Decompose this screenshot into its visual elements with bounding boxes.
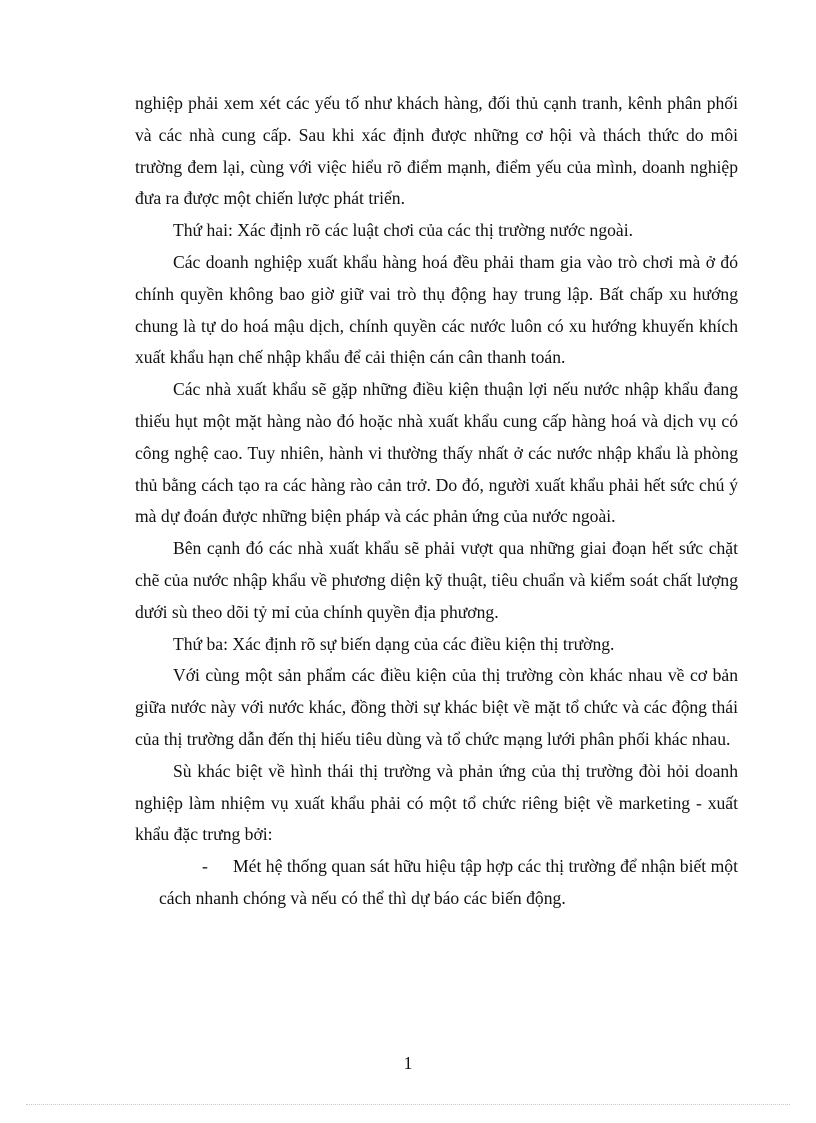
paragraph-heading-third: Thứ ba: Xác định rõ sự biến dạng của các điều kiện thị trường. [173,633,615,654]
paragraph-government-role: Các doanh nghiệp xuất khẩu hàng hoá đều phải tham gia vào trò chơi mà ở đó chính quyền không bao giờ giữ vai trò thụ động hay trung lập. Bất chấp xu hướng chung là tự do hoá mậu dịch, chính quyền các nước luôn có xu hướng khuyến khích xuất khẩu hạn chế nhập khẩu để cải thiện cán cân thanh toán. [135,251,738,368]
paragraph-exporter-conditions: Các nhà xuất khẩu sẽ gặp những điều kiện thuận lợi nếu nước nhập khẩu đang thiếu hụt một mặt hàng nào đó hoặc nhà xuất khẩu cung cấp hàng hoá và dịch vụ có công nghệ cao. Tuy nhiên, hành vi thường thấy nhất ở các nước nhập khẩu là phòng thủ bằng cách tạo ra các hàng rào cản trở. Do đó, người xuất khẩu phải hết sức chú ý mà dự đoán được những biện pháp và các phản ứng của nước ngoài. [135,379,738,527]
bullet-item [135,851,738,915]
page-body [135,88,738,915]
paragraph-market-differences: Với cùng một sản phẩm các điều kiện của thị trường còn khác nhau về cơ bản giữa nước này với nước khác, đồng thời sự khác biệt về mặt tổ chức và các động thái của thị trường dẫn đến thị hiếu tiêu dùng và tổ chức mạng lưới phân phối khác nhau. [135,665,738,749]
page-bottom-divider [26,1104,790,1105]
bullet-text: Mét hệ thống quan sát hữu hiệu tập hợp các thị trường để nhận biết một cách nhanh chóng và nếu có thể thì dự báo các biến động. [159,856,738,908]
paragraph-continuation: nghiệp phải xem xét các yếu tố như khách hàng, đối thủ cạnh tranh, kênh phân phối và các nhà cung cấp. Sau khi xác định được những cơ hội và thách thức do môi trường đem lại, cùng với việc hiểu rõ điểm mạnh, điểm yếu của mình, doanh nghiệp đưa ra được một chiến lược phát triển. [135,93,738,209]
paragraph-marketing-organization: Sù khác biệt về hình thái thị trường và phản ứng của thị trường đòi hỏi doanh nghiệp làm nhiệm vụ xuất khẩu phải có một tổ chức riêng biệt về marketing - xuất khẩu đặc trưng bởi: [135,760,738,845]
page-number: 1 [403,1053,413,1073]
bullet-dash: - [202,856,208,877]
paragraph-heading-second: Thứ hai: Xác định rõ các luật chơi của các thị trường nước ngoài. [173,220,634,241]
paragraph-quality-control: Bên cạnh đó các nhà xuất khẩu sẽ phải vượt qua những giai đoạn hết sức chặt chẽ của nước nhập khẩu về phương diện kỹ thuật, tiêu chuẩn và kiểm soát chất lượng dưới sù theo dõi tỷ mỉ của chính quyền địa phương. [135,538,738,622]
